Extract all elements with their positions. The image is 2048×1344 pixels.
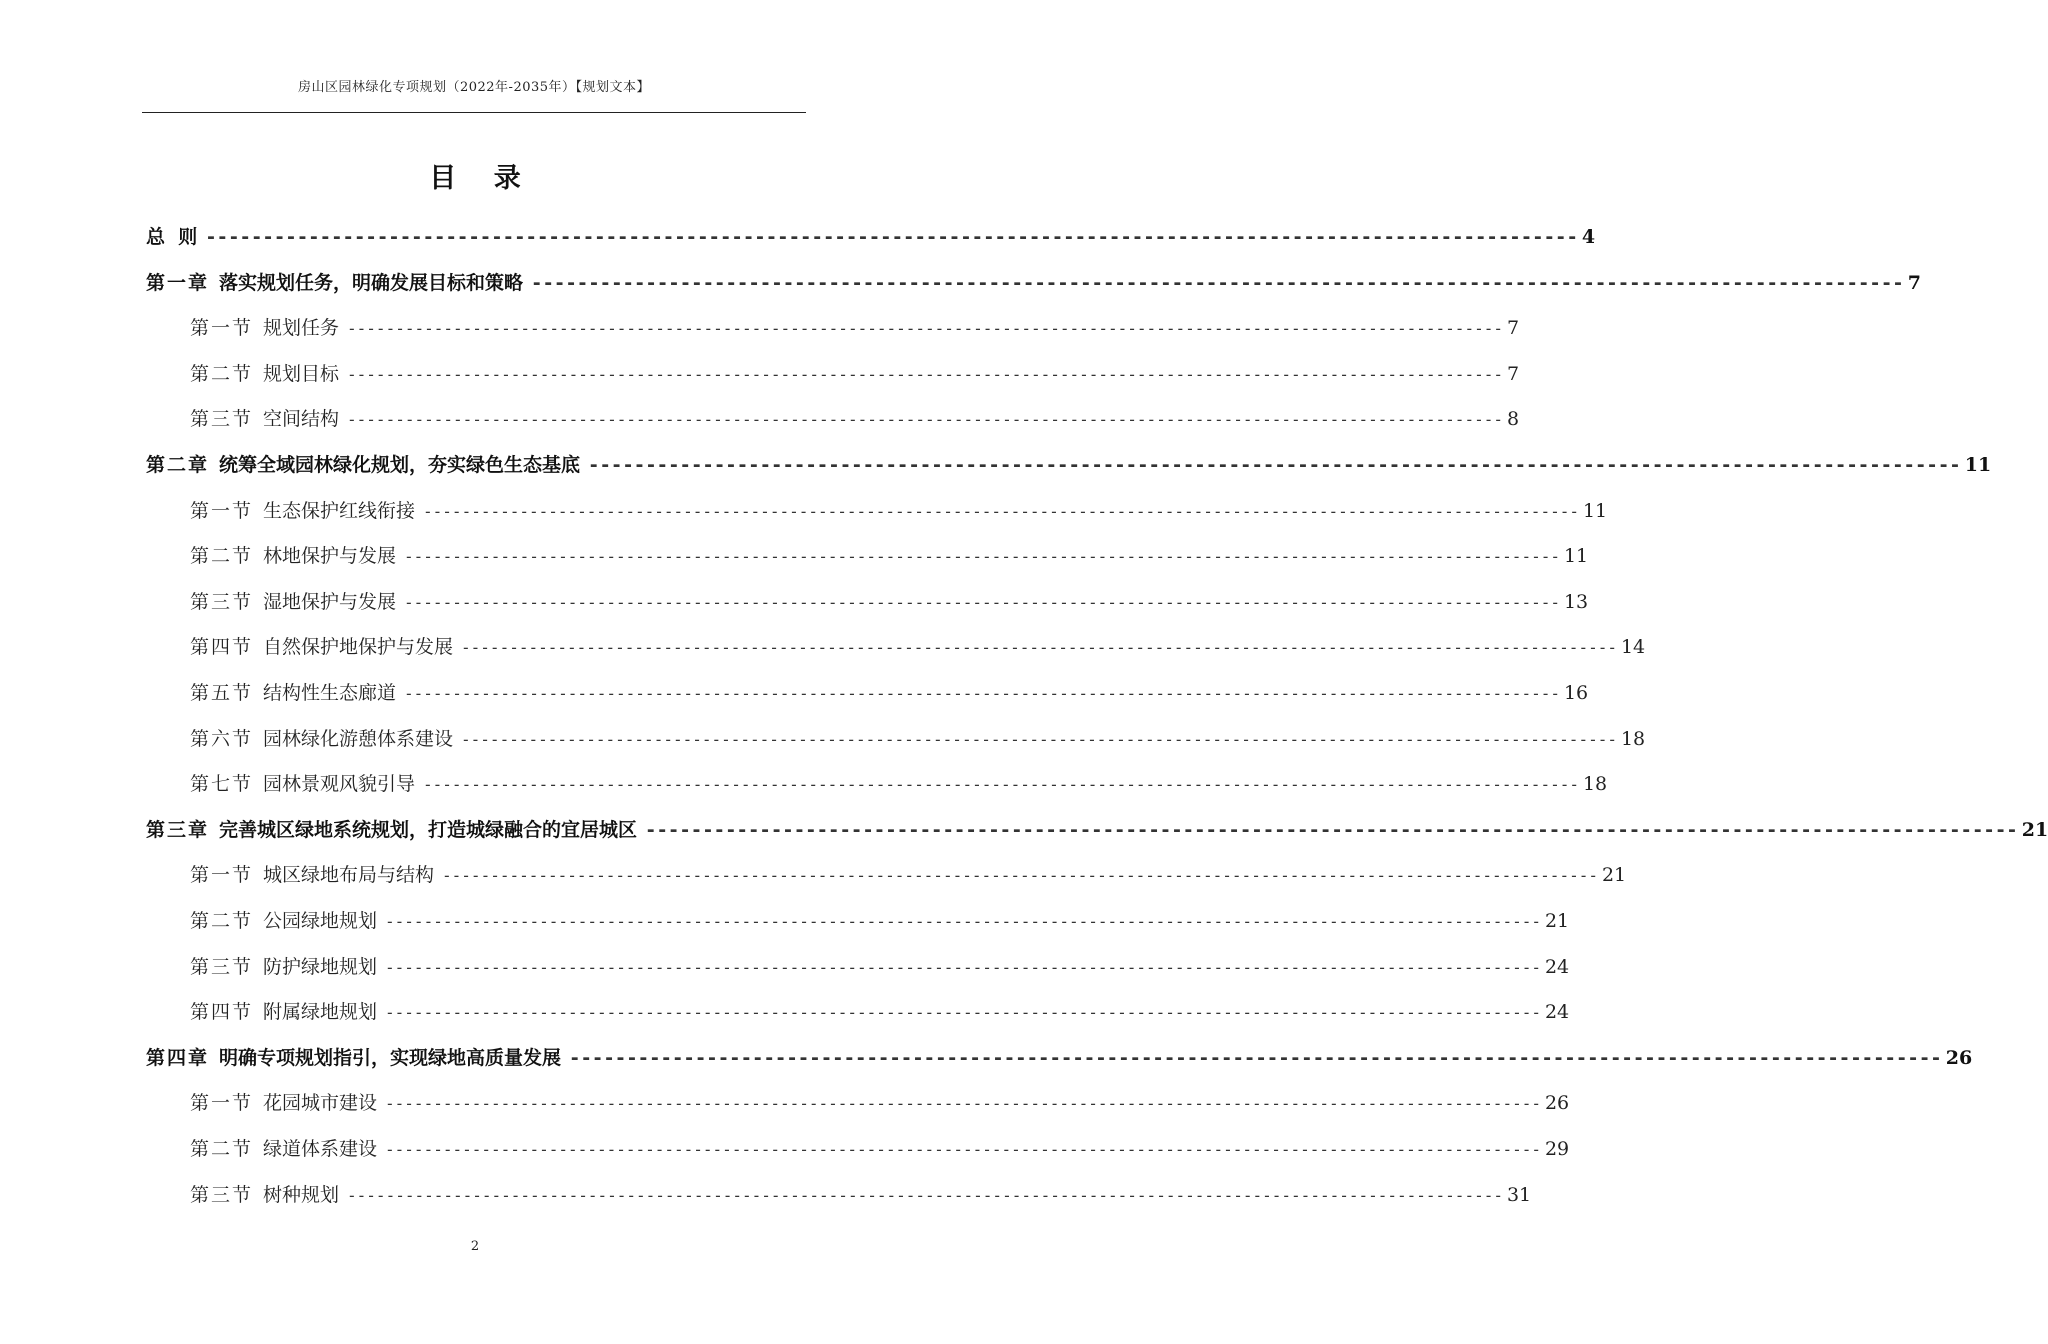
toc-page-number: 11 [1582, 500, 1608, 522]
toc-dash-leader: ------------------------------------------------------------------------------------------------------------------------ [404, 684, 1560, 703]
toc-page-number: 7 [1506, 363, 1520, 385]
toc-page-number: 4 [1581, 226, 1596, 248]
toc-entry-title: 绿道体系建设 [263, 1138, 378, 1160]
toc-entry-title: 公园绿地规划 [263, 910, 378, 932]
toc-page-number: 26 [1544, 1092, 1570, 1114]
toc-entry-label [190, 313, 339, 343]
toc-page-number: 16 [1563, 682, 1589, 704]
toc-dash-leader: ------------------------------------------------------------------------------------------------------------------------ [404, 547, 1560, 566]
toc-entry-title: 空间结构 [263, 408, 340, 430]
toc-section-entry[interactable] [190, 404, 1520, 434]
toc-dash-leader: ------------------------------------------------------------------------------------------------------------------------ [461, 730, 1617, 749]
toc-entry-number: 第三章 [146, 819, 210, 841]
toc-chapter-entry[interactable] [146, 450, 1992, 480]
toc-dash-leader: ------------------------------------------------------------------------------------------------------------------------ [347, 365, 1503, 384]
toc-entry-label [190, 632, 453, 662]
toc-entry-label [190, 724, 453, 754]
toc-dash-leader: ------------------------------------------------------------------------------------------------------------------------ [385, 1094, 1541, 1113]
toc-entry-number: 第一节 [190, 500, 254, 522]
toc-entry-label [190, 952, 377, 982]
toc-entry-number: 第三节 [190, 591, 254, 613]
toc-entry-title: 防护绿地规划 [263, 956, 378, 978]
toc-entry-title: 规划目标 [263, 363, 340, 385]
toc-entry-title: 明确专项规划指引，实现绿地高质量发展 [219, 1047, 562, 1069]
toc-dash-leader: ------------------------------------------------------------------------------------------------------------------------ [347, 319, 1503, 338]
toc-section-entry[interactable] [190, 678, 1589, 708]
toc-section-entry[interactable] [190, 632, 1646, 662]
toc-entry-label [146, 815, 637, 845]
toc-entry-title: 园林景观风貌引导 [263, 773, 416, 795]
toc-entry-number: 第三节 [190, 956, 254, 978]
toc-page-number: 31 [1506, 1184, 1532, 1206]
toc-section-entry[interactable] [190, 997, 1570, 1027]
toc-section-entry[interactable] [190, 860, 1627, 890]
toc-page-number: 21 [1544, 910, 1570, 932]
toc-dash-leader: ------------------------------------------------------------------------------------------------------------------------ [385, 1140, 1541, 1159]
toc-section-entry[interactable] [190, 952, 1570, 982]
toc-title: 目 录 [429, 163, 535, 194]
toc-entry-label [190, 1180, 339, 1210]
toc-entry-title: 城区绿地布局与结构 [263, 864, 435, 886]
toc-dash-leader: ------------------------------------------------------------------------------------------------------------------------ [461, 638, 1617, 657]
toc-entry-title: 树种规划 [263, 1184, 340, 1206]
toc-dash-leader: ------------------------------------------------------------------------------------------------------------------------ [423, 502, 1579, 521]
toc-section-entry[interactable] [190, 359, 1520, 389]
toc-entry-number: 第一节 [190, 864, 254, 886]
toc-entry-number: 第一章 [146, 272, 210, 294]
toc-section-entry[interactable] [190, 1088, 1570, 1118]
toc-section-entry[interactable] [190, 496, 1608, 526]
toc-chapter-entry[interactable] [146, 815, 2048, 845]
toc-entry-number: 第二节 [190, 1138, 254, 1160]
toc-entry-title: 湿地保护与发展 [263, 591, 397, 613]
toc-entry-label [190, 404, 339, 434]
toc-entry-label [190, 541, 396, 571]
toc-entry-label [146, 1043, 561, 1073]
toc-entry-label [146, 222, 197, 252]
toc-page-number: 18 [1620, 728, 1646, 750]
toc-entry-title: 总 则 [146, 226, 198, 248]
toc-entry-label [190, 587, 396, 617]
toc-dash-leader: ------------------------------------------------------------------------------------------------------------------------ [385, 912, 1541, 931]
toc-entry-number: 第五节 [190, 682, 254, 704]
toc-chapter-entry[interactable] [146, 268, 1921, 298]
toc-entry-number: 第四章 [146, 1047, 210, 1069]
toc-entry-number: 第三节 [190, 408, 254, 430]
toc-section-entry[interactable] [190, 906, 1570, 936]
toc-dash-leader: ------------------------------------------------------------------------------------------------------------------------ [423, 775, 1579, 794]
toc-chapter-entry[interactable] [146, 222, 1596, 252]
toc-entry-number: 第六节 [190, 728, 254, 750]
toc-dash-leader: ------------------------------------------------------------------------------------------------------------------------ [588, 454, 1961, 476]
toc-dash-leader: ------------------------------------------------------------------------------------------------------------------------ [569, 1047, 1942, 1069]
toc-entry-title: 规划任务 [263, 317, 340, 339]
toc-entry-label [190, 906, 377, 936]
toc-page-number: 8 [1506, 408, 1520, 430]
toc-section-entry[interactable] [190, 769, 1608, 799]
toc-entry-title: 结构性生态廊道 [263, 682, 397, 704]
page-number: 2 [470, 1239, 480, 1254]
toc-page-number: 18 [1582, 773, 1608, 795]
toc-section-entry[interactable] [190, 1180, 1532, 1210]
toc-entry-number: 第七节 [190, 773, 254, 795]
toc-entry-number: 第四节 [190, 636, 254, 658]
toc-entry-title: 林地保护与发展 [263, 545, 397, 567]
toc-entry-title: 花园城市建设 [263, 1092, 378, 1114]
toc-entry-label [190, 997, 377, 1027]
toc-section-entry[interactable] [190, 587, 1589, 617]
toc-dash-leader: ------------------------------------------------------------------------------------------------------------------------ [531, 272, 1904, 294]
toc-entry-number: 第二章 [146, 454, 210, 476]
toc-dash-leader: ------------------------------------------------------------------------------------------------------------------------ [404, 593, 1560, 612]
toc-page-number: 13 [1563, 591, 1589, 613]
toc-section-entry[interactable] [190, 724, 1646, 754]
toc-page-number: 14 [1620, 636, 1646, 658]
toc-page-number: 21 [2021, 819, 2048, 841]
toc-section-entry[interactable] [190, 541, 1589, 571]
toc-section-entry[interactable] [190, 313, 1520, 343]
toc-entry-label [190, 769, 415, 799]
toc-entry-label [190, 1088, 377, 1118]
toc-entry-title: 附属绿地规划 [263, 1001, 378, 1023]
toc-page-number: 7 [1506, 317, 1520, 339]
toc-section-entry[interactable] [190, 1134, 1570, 1164]
toc-entry-title: 自然保护地保护与发展 [263, 636, 454, 658]
toc-page-number: 24 [1544, 1001, 1570, 1023]
toc-entry-label [190, 359, 339, 389]
toc-entry-title: 园林绿化游憩体系建设 [263, 728, 454, 750]
toc-chapter-entry[interactable] [146, 1043, 1973, 1073]
toc-page-number: 11 [1563, 545, 1589, 567]
toc-entry-title: 完善城区绿地系统规划，打造城绿融合的宜居城区 [219, 819, 638, 841]
toc-entry-number: 第二节 [190, 910, 254, 932]
toc-entry-number: 第二节 [190, 363, 254, 385]
toc-entry-title: 统筹全域园林绿化规划，夯实绿色生态基底 [219, 454, 581, 476]
toc-page-number: 24 [1544, 956, 1570, 978]
toc-page-number: 26 [1945, 1047, 1973, 1069]
toc-entry-title: 生态保护红线衔接 [263, 500, 416, 522]
toc-entry-number: 第一节 [190, 317, 254, 339]
toc-entry-label [190, 678, 396, 708]
running-header: 房山区园林绿化专项规划（2022年-2035年）【规划文本】 [297, 80, 651, 95]
toc-dash-leader: ------------------------------------------------------------------------------------------------------------------------ [347, 410, 1503, 429]
toc-entry-label [146, 268, 523, 298]
toc-entry-label [190, 1134, 377, 1164]
toc-entry-number: 第三节 [190, 1184, 254, 1206]
toc-entry-label [146, 450, 580, 480]
toc-dash-leader: ------------------------------------------------------------------------------------------------------------------------ [205, 226, 1578, 248]
toc-page-number: 21 [1601, 864, 1627, 886]
toc-page-number: 7 [1907, 272, 1921, 294]
toc-dash-leader: ------------------------------------------------------------------------------------------------------------------------ [442, 866, 1598, 885]
toc-dash-leader: ------------------------------------------------------------------------------------------------------------------------ [645, 819, 2018, 841]
toc-entry-number: 第二节 [190, 545, 254, 567]
toc-entry-title: 落实规划任务，明确发展目标和策略 [219, 272, 524, 294]
toc-dash-leader: ------------------------------------------------------------------------------------------------------------------------ [385, 1003, 1541, 1022]
toc-entry-label [190, 860, 434, 890]
toc-page-number: 29 [1544, 1138, 1570, 1160]
toc-page-number: 11 [1964, 454, 1992, 476]
toc-dash-leader: ------------------------------------------------------------------------------------------------------------------------ [347, 1186, 1503, 1205]
toc-entry-number: 第四节 [190, 1001, 254, 1023]
toc-entry-label [190, 496, 415, 526]
toc-dash-leader: ------------------------------------------------------------------------------------------------------------------------ [385, 958, 1541, 977]
toc-entry-number: 第一节 [190, 1092, 254, 1114]
